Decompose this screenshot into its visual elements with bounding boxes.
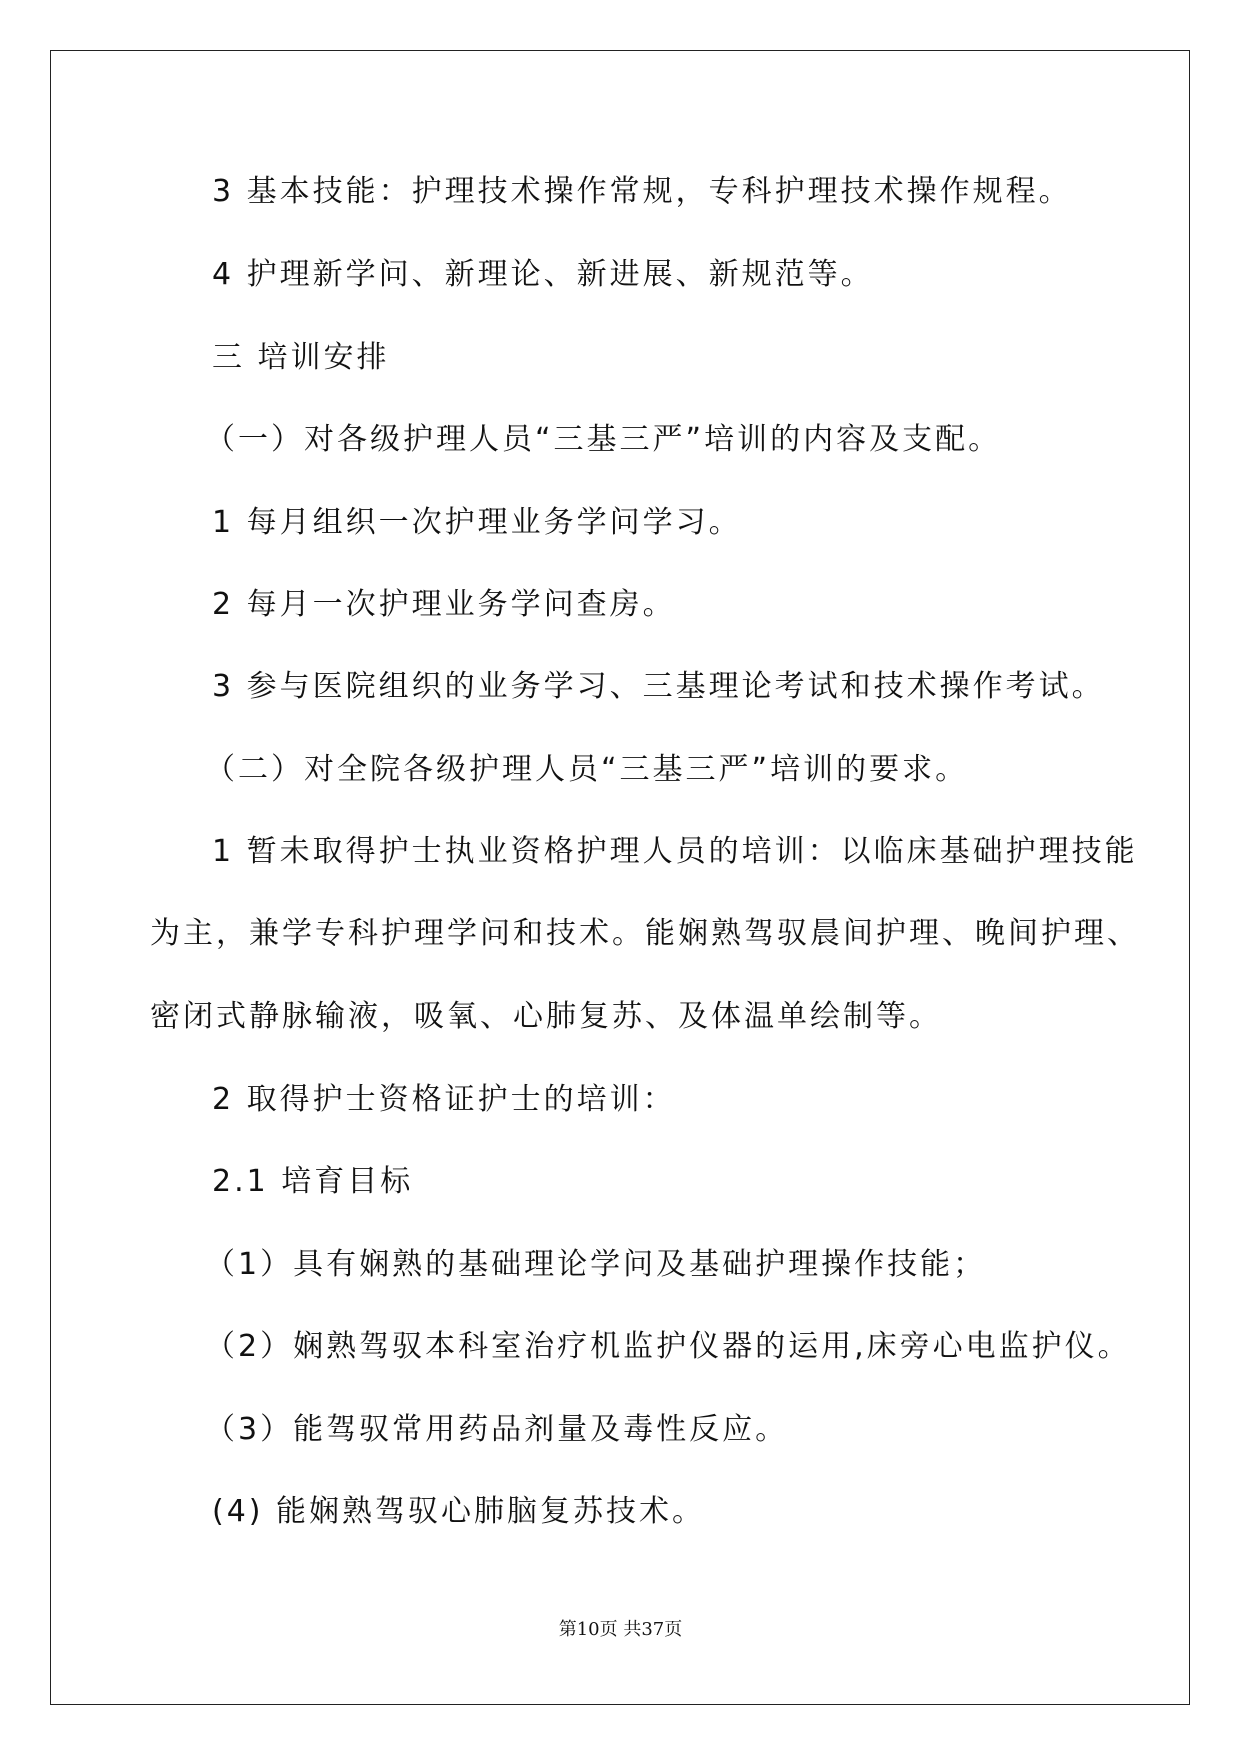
paragraph-line: 3 参与医院组织的业务学习、三基理论考试和技术操作考试。 <box>212 669 1105 704</box>
list-item: （2）娴熟驾驭本科室治疗机监护仪器的运用,床旁心电监护仪。 <box>205 1329 1131 1364</box>
list-item: (4) 能娴熟驾驭心肺脑复苏技术。 <box>212 1494 706 1529</box>
paragraph-line: 2 取得护士资格证护士的培训： <box>212 1082 676 1117</box>
list-item: （1）具有娴熟的基础理论学问及基础护理操作技能； <box>205 1247 987 1282</box>
page-border <box>50 50 1190 1705</box>
paragraph-line: 3 基本技能：护理技术操作常规，专科护理技术操作规程。 <box>212 174 1072 209</box>
paragraph-line: 4 护理新学问、新理论、新进展、新规范等。 <box>212 257 874 292</box>
paragraph-line: 1 每月组织一次护理业务学问学习。 <box>212 505 742 540</box>
section-heading: 三 培训安排 <box>212 340 390 375</box>
paragraph-line: 为主，兼学专科护理学问和技术。能娴熟驾驭晨间护理、晚间护理、 <box>150 916 1140 951</box>
paragraph-line: 2.1 培育目标 <box>212 1164 414 1199</box>
subsection-heading: （一）对各级护理人员“三基三严”培训的内容及支配。 <box>205 422 1002 457</box>
subsection-heading: （二）对全院各级护理人员“三基三严”培训的要求。 <box>205 752 969 787</box>
paragraph-line: 1 暂未取得护士执业资格护理人员的培训：以临床基础护理技能 <box>212 834 1138 869</box>
paragraph-line: 2 每月一次护理业务学问查房。 <box>212 587 676 622</box>
paragraph-line: 密闭式静脉输液，吸氧、心肺复苏、及体温单绘制等。 <box>150 999 942 1034</box>
list-item: （3）能驾驭常用药品剂量及毒性反应。 <box>205 1412 789 1447</box>
page-number-footer: 第10页 共37页 <box>558 1619 683 1640</box>
